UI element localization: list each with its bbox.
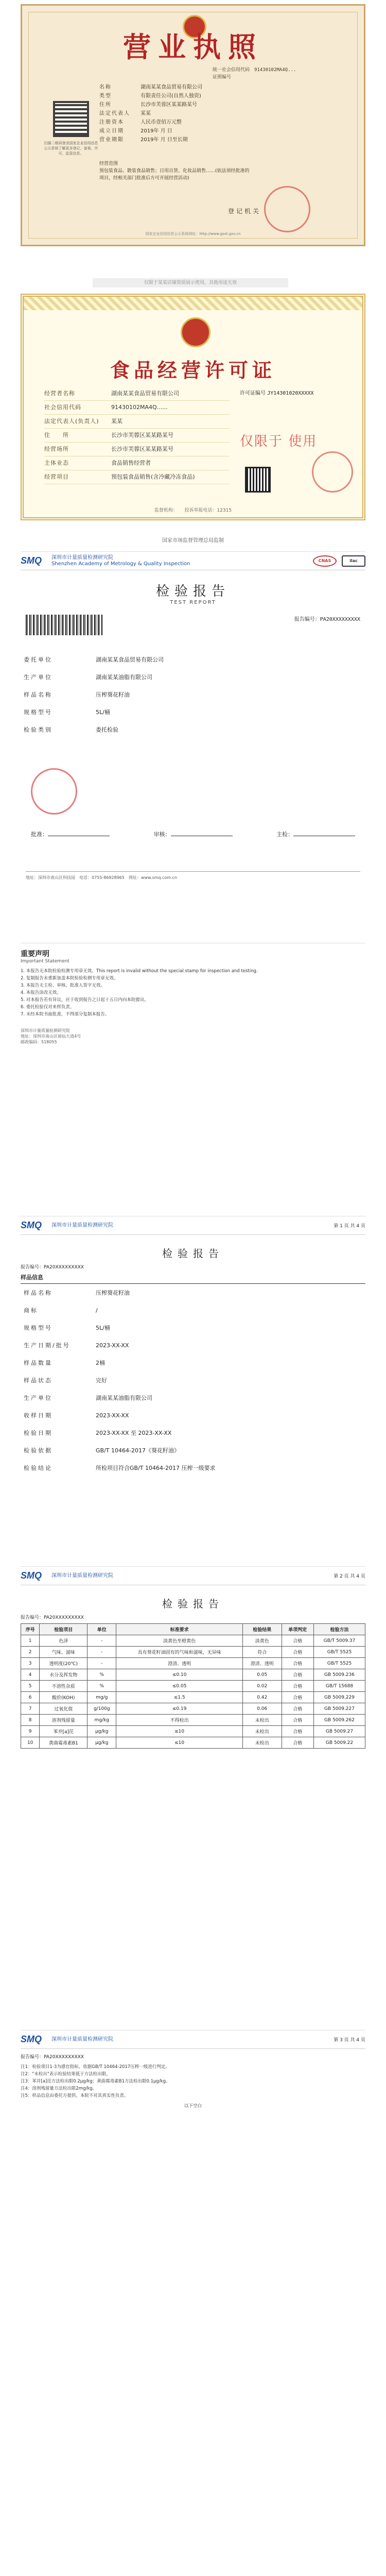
row-value: 预包装食品销售(含冷藏冷冻食品) bbox=[111, 473, 195, 480]
table-cell: GB 5009.262 bbox=[314, 1715, 365, 1726]
business-license bbox=[21, 4, 365, 246]
page-title: 检验报告 bbox=[162, 1599, 224, 1610]
sign-review bbox=[154, 830, 233, 838]
results-table bbox=[21, 1623, 365, 1749]
column-header: 检验方法 bbox=[314, 1624, 365, 1635]
org-en: Shenzhen Academy of Metrology & Quality Inspection bbox=[51, 561, 190, 567]
page-number: 第 1 页 共 4 页 bbox=[334, 1224, 365, 1229]
table-cell: 2 bbox=[21, 1647, 40, 1658]
info-row bbox=[21, 686, 365, 703]
sign-label: 审核： bbox=[153, 831, 171, 838]
org-cn: 深圳市计量质量检测研究院 bbox=[51, 554, 113, 561]
info-row bbox=[21, 1284, 365, 1301]
row-key: 规格型号 bbox=[24, 1325, 52, 1331]
column-header: 检验项目 bbox=[40, 1624, 87, 1635]
table-cell: 4 bbox=[21, 1669, 40, 1681]
report-notes bbox=[21, 2064, 365, 2109]
row-value: GB/T 10464-2017《葵花籽油》 bbox=[96, 1447, 180, 1454]
table-cell: 0.05 bbox=[242, 1669, 282, 1681]
license-row bbox=[99, 135, 341, 144]
column-header: 标准要求 bbox=[116, 1624, 243, 1635]
report-no-label: 报告编号： bbox=[294, 617, 320, 622]
row-key: 社会信用代码 bbox=[44, 404, 81, 411]
table-cell: GB/T 15688 bbox=[314, 1681, 365, 1692]
smq-header bbox=[21, 2030, 365, 2049]
permit-title: 食品经营许可证 bbox=[110, 359, 276, 382]
permit-row bbox=[44, 387, 230, 401]
info-row bbox=[21, 1459, 365, 1477]
table-cell: 不溶性杂质 bbox=[40, 1681, 87, 1692]
row-value: 5L/桶 bbox=[96, 1325, 110, 1331]
table-cell: % bbox=[87, 1669, 116, 1681]
permit-stripe bbox=[24, 297, 362, 310]
row-key: 主体业态 bbox=[44, 460, 69, 466]
table-cell: 合格 bbox=[282, 1692, 314, 1703]
row-value: 压榨葵花籽油 bbox=[96, 1290, 130, 1296]
table-cell: 苯并[a]芘 bbox=[40, 1726, 87, 1737]
permit-rows bbox=[44, 387, 230, 484]
table-cell: 黄曲霉毒素B1 bbox=[40, 1737, 87, 1749]
table-cell: μg/kg bbox=[87, 1737, 116, 1749]
table-cell: 合格 bbox=[282, 1681, 314, 1692]
table-cell: GB/T 5525 bbox=[314, 1658, 365, 1669]
table-cell: GB 5009.27 bbox=[314, 1726, 365, 1737]
row-value: 2023-XX-XX bbox=[96, 1342, 129, 1349]
table-cell: 澄清、透明 bbox=[242, 1658, 282, 1669]
row-value: 食品销售经营者 bbox=[111, 460, 151, 466]
address-label: 深圳市计量质量检测研究院 bbox=[21, 1028, 70, 1033]
license-footer: 国家企业信用信息公示系统网址：http://www.gsxt.gov.cn bbox=[145, 232, 241, 236]
official-seal-icon bbox=[264, 186, 310, 232]
qr-code-icon bbox=[245, 467, 271, 493]
table-cell: 8 bbox=[21, 1715, 40, 1726]
table-cell: 溶剂残留量 bbox=[40, 1715, 87, 1726]
table-cell: 具有葵花籽油固有的气味和滋味，无异味 bbox=[116, 1647, 243, 1658]
row-value: 压榨葵花籽油 bbox=[96, 691, 130, 698]
table-cell: 淡黄色 bbox=[242, 1635, 282, 1647]
row-key: 检验类别 bbox=[24, 726, 52, 733]
statement-item: 1. 本报告无本院检验检测专用章无效。This report is invalid without the special stamp for inspection and testing. bbox=[21, 969, 258, 974]
table-cell: 合格 bbox=[282, 1635, 314, 1647]
table-cell: 合格 bbox=[282, 1669, 314, 1681]
permit-stamp-text: 仅限于 使用 bbox=[240, 434, 318, 449]
table-row bbox=[21, 1726, 365, 1737]
sign-approve bbox=[31, 830, 110, 838]
national-emblem-icon bbox=[181, 317, 210, 347]
permit-footer: 监督机构： 投诉举报电话：12315 bbox=[154, 508, 232, 513]
row-key: 法定代表人(负责人) bbox=[44, 418, 99, 425]
table-cell: 合格 bbox=[282, 1658, 314, 1669]
table-cell: ≤0.05 bbox=[116, 1681, 243, 1692]
table-cell: ≤10 bbox=[116, 1737, 243, 1749]
column-header: 序号 bbox=[21, 1624, 40, 1635]
row-key: 样品名称 bbox=[24, 691, 52, 698]
note-item: 注3：苯并[a]芘方法检出限0.2μg/kg；黄曲霉毒素B1方法检出限0.1μg/kg。 bbox=[21, 2079, 170, 2084]
contact: 地址：深圳市南山区科技园 电话：0755-86928965 网址：www.smq.com.cn bbox=[26, 875, 178, 880]
row-key: 成立日期 bbox=[99, 128, 124, 134]
row-value: 有限责任公司(自然人独资) bbox=[141, 93, 201, 99]
table-cell: 透明度(20℃) bbox=[40, 1658, 87, 1669]
statement-item: 5. 对本报告若有异议，应于收到报告之日起十五日内向本院提出。 bbox=[21, 997, 149, 1003]
table-row bbox=[21, 1635, 365, 1647]
row-value: 长沙市芙蓉区某某路某号 bbox=[141, 102, 197, 108]
statement-title: 重要声明 bbox=[21, 950, 49, 958]
license-rows bbox=[99, 83, 341, 144]
table-cell: 合格 bbox=[282, 1726, 314, 1737]
row-key: 经营项目 bbox=[44, 473, 69, 480]
info-row bbox=[21, 1371, 365, 1389]
row-value: 完好 bbox=[96, 1377, 107, 1384]
row-value: 某某 bbox=[141, 111, 151, 116]
row-key: 名称 bbox=[99, 84, 112, 90]
row-key: 法定代表人 bbox=[99, 111, 130, 116]
report-number: 报告编号：PA20XXXXXXXXX bbox=[21, 1265, 84, 1270]
table-cell: 酸价(KOH) bbox=[40, 1692, 87, 1703]
row-key: 生产单位 bbox=[24, 674, 52, 681]
license-row bbox=[99, 83, 341, 92]
table-cell: ≤1.5 bbox=[116, 1692, 243, 1703]
sign-main bbox=[276, 830, 355, 838]
statement-item: 7. 未经本院书面批准，不得部分复制本报告。 bbox=[21, 1012, 110, 1017]
info-row bbox=[21, 1301, 365, 1319]
page-title: 检验报告 bbox=[162, 1248, 224, 1260]
report-number: 报告编号：PA20XXXXXXXXX bbox=[21, 2055, 84, 2060]
info-row bbox=[21, 1336, 365, 1354]
statement-items bbox=[21, 968, 365, 1018]
row-value: 2023-XX-XX bbox=[96, 1412, 129, 1419]
sign-label: 批准： bbox=[31, 831, 48, 838]
sign-label: 主检： bbox=[276, 831, 293, 838]
license-row bbox=[99, 118, 341, 127]
table-cell: % bbox=[87, 1681, 116, 1692]
row-value: 2桶 bbox=[96, 1360, 105, 1366]
info-row bbox=[21, 1424, 365, 1442]
table-cell: 澄清、透明 bbox=[116, 1658, 243, 1669]
table-cell: μg/kg bbox=[87, 1726, 116, 1737]
row-key: 注册资本 bbox=[99, 120, 124, 125]
row-key: 样品名称 bbox=[24, 1290, 52, 1296]
table-cell: 淡黄色至橙黄色 bbox=[116, 1635, 243, 1647]
statement-page bbox=[21, 943, 365, 1190]
section-title: 样品信息 bbox=[21, 1273, 365, 1284]
table-cell: 合格 bbox=[282, 1647, 314, 1658]
row-key: 样品状态 bbox=[24, 1377, 52, 1384]
table-cell: 1 bbox=[21, 1635, 40, 1647]
column-header: 单位 bbox=[87, 1624, 116, 1635]
row-value: 2019年 月 日 bbox=[141, 128, 172, 134]
report-page-2 bbox=[21, 1566, 365, 1927]
scope-text: 预包装食品、散装食品销售；日用百货、化妆品销售……(依法须经批准的项目，经相关部门批准后方可开展经营活动) bbox=[99, 168, 250, 181]
table-cell: 10 bbox=[21, 1737, 40, 1749]
credit-code: 91430102MA4Q... bbox=[254, 67, 296, 73]
row-key: 检验依据 bbox=[24, 1447, 52, 1454]
table-cell: 未检出 bbox=[242, 1737, 282, 1749]
info-row bbox=[21, 1354, 365, 1371]
report-number: 报告编号：PA20XXXXXXXXX bbox=[21, 1615, 84, 1620]
statement-item: 2. 复制报告未重新加盖本院检验检测专用章无效。 bbox=[21, 976, 118, 981]
table-cell: 5 bbox=[21, 1681, 40, 1692]
license-row bbox=[99, 127, 341, 135]
qr-note: 扫描二维码登录国家企业信用信息公示系统了解更多登记、备案、许可、监管信息。 bbox=[44, 141, 98, 156]
row-value: 委托检验 bbox=[96, 726, 118, 733]
table-row bbox=[21, 1692, 365, 1703]
row-key: 营业期限 bbox=[99, 137, 124, 143]
table-cell: - bbox=[87, 1635, 116, 1647]
row-key: 住所 bbox=[99, 102, 112, 108]
row-key: 生产单位 bbox=[24, 1395, 52, 1401]
row-key: 检验日期 bbox=[24, 1430, 52, 1436]
ilac-badge-icon: ilac bbox=[342, 555, 365, 567]
report-no-row bbox=[26, 615, 360, 635]
table-cell: 水分及挥发物 bbox=[40, 1669, 87, 1681]
registration-authority: 登记机关 bbox=[228, 208, 261, 215]
table-cell: 不得检出 bbox=[116, 1715, 243, 1726]
row-value: 2023-XX-XX 至 2023-XX-XX bbox=[96, 1430, 172, 1436]
smq-header bbox=[21, 552, 365, 570]
postcode: 邮政编码：518055 bbox=[21, 1040, 57, 1044]
row-value: 湖南某某油脂有限公司 bbox=[96, 674, 152, 681]
table-row bbox=[21, 1669, 365, 1681]
inspection-seal-icon bbox=[31, 768, 77, 815]
smq-org-name bbox=[51, 555, 190, 567]
table-cell: GB 5009.236 bbox=[314, 1669, 365, 1681]
row-value: 2019年 月 日至长期 bbox=[141, 137, 188, 143]
smq-header bbox=[21, 1216, 365, 1235]
permit-row bbox=[44, 401, 230, 415]
report-cover bbox=[21, 551, 365, 922]
note-item: 注5：样品信息由委托方提供，本院不对其真实性负责。 bbox=[21, 2093, 129, 2098]
cover-footer bbox=[26, 871, 360, 880]
statement-address bbox=[21, 1028, 365, 1045]
table-cell: 0.42 bbox=[242, 1692, 282, 1703]
license-row bbox=[99, 92, 341, 100]
permit-row bbox=[44, 456, 230, 470]
row-value: / bbox=[96, 1307, 98, 1314]
statement-item: 6. 委托检验仅对来样负责。 bbox=[21, 1005, 75, 1010]
table-cell: g/100g bbox=[87, 1703, 116, 1715]
row-key: 规格型号 bbox=[24, 709, 52, 716]
info-row bbox=[21, 651, 365, 668]
accreditation-badges bbox=[313, 555, 365, 567]
table-row bbox=[21, 1658, 365, 1669]
note-item: 注1：检验项目1-3为感官指标，依据GB/T 10464-2017压榨一级进行判定。 bbox=[21, 2064, 170, 2070]
info-row bbox=[21, 1442, 365, 1459]
page-number: 第 3 页 共 4 页 bbox=[334, 2038, 365, 2043]
row-key: 住 所 bbox=[44, 432, 69, 438]
info-row bbox=[21, 668, 365, 686]
table-cell: 符合 bbox=[242, 1647, 282, 1658]
report-no bbox=[294, 615, 360, 635]
table-cell: 0.06 bbox=[242, 1703, 282, 1715]
table-cell: mg/g bbox=[87, 1692, 116, 1703]
page-number: 第 2 页 共 4 页 bbox=[334, 1574, 365, 1579]
permit-row bbox=[44, 470, 230, 484]
table-cell: - bbox=[87, 1647, 116, 1658]
report-page-3 bbox=[21, 2030, 365, 2287]
license-no-label: 许可证编号 bbox=[240, 391, 266, 396]
cnas-badge-icon: CNAS bbox=[313, 555, 337, 567]
license-title: 营业执照 bbox=[123, 30, 263, 63]
statement-item: 4. 本报告涂改无效。 bbox=[21, 990, 61, 995]
address: 地址：深圳市南山区留仙大道4号 bbox=[21, 1034, 81, 1039]
table-cell: GB 5009.22 bbox=[314, 1737, 365, 1749]
table-cell: GB/T 5525 bbox=[314, 1647, 365, 1658]
note-item: 注4：溶剂残留量方法检出限2mg/kg。 bbox=[21, 2086, 97, 2091]
table-cell: 0.02 bbox=[242, 1681, 282, 1692]
table-cell: 未检出 bbox=[242, 1715, 282, 1726]
row-key: 经营者名称 bbox=[44, 390, 75, 397]
row-value: 5L/桶 bbox=[96, 709, 110, 716]
report-no-value: PA20XXXXXXXXX bbox=[320, 617, 360, 622]
column-header: 单项判定 bbox=[282, 1624, 314, 1635]
org-cn: 深圳市计量质量检测研究院 bbox=[51, 2036, 113, 2042]
row-value: 湖南某某油脂有限公司 bbox=[96, 1395, 152, 1401]
table-header-row bbox=[21, 1624, 365, 1635]
row-value: 某某 bbox=[111, 418, 122, 425]
row-key: 样品数量 bbox=[24, 1360, 52, 1366]
table-cell: 色泽 bbox=[40, 1635, 87, 1647]
scope-label: 经营范围 bbox=[99, 161, 118, 166]
smq-header bbox=[21, 1567, 365, 1585]
table-cell: 合格 bbox=[282, 1703, 314, 1715]
license-no: JY14301020XXXXX bbox=[267, 391, 314, 396]
qr-code-icon bbox=[53, 101, 89, 137]
report-title: 检验报告 bbox=[155, 584, 230, 599]
table-cell: 合格 bbox=[282, 1737, 314, 1749]
license-scope bbox=[99, 160, 254, 182]
row-key: 类型 bbox=[99, 93, 112, 99]
info-row bbox=[21, 1389, 365, 1406]
table-cell: ≤0.19 bbox=[116, 1703, 243, 1715]
table-cell: mg/kg bbox=[87, 1715, 116, 1726]
credit-code-label: 统一社会信用代码 bbox=[213, 67, 250, 73]
org-cn: 深圳市计量质量检测研究院 bbox=[51, 1222, 113, 1228]
note-item: 注2："未检出"表示检验结果低于方法检出限。 bbox=[21, 2072, 111, 2077]
table-cell: 3 bbox=[21, 1658, 40, 1669]
report-page-1 bbox=[21, 1216, 365, 1535]
table-cell: 合格 bbox=[282, 1715, 314, 1726]
license-header-lines bbox=[213, 66, 296, 81]
table-cell: ≤0.10 bbox=[116, 1669, 243, 1681]
row-key: 收样日期 bbox=[24, 1412, 52, 1419]
table-cell: GB 5009.227 bbox=[314, 1703, 365, 1715]
license-row bbox=[99, 100, 341, 109]
info-row bbox=[21, 721, 365, 738]
watermark-strip: 仅限于某某店铺资质展示使用，其他用途无效 bbox=[93, 278, 288, 287]
table-cell: 7 bbox=[21, 1703, 40, 1715]
report-subtitle: TEST REPORT bbox=[170, 600, 216, 605]
official-seal-icon bbox=[312, 451, 353, 493]
signature-row bbox=[21, 830, 365, 838]
org-cn: 深圳市计量质量检测研究院 bbox=[51, 1572, 113, 1579]
table-cell: GB 5009.229 bbox=[314, 1692, 365, 1703]
row-value: 湖南某某食品贸易有限公司 bbox=[141, 84, 202, 90]
table-cell: 未检出 bbox=[242, 1726, 282, 1737]
table-cell: 6 bbox=[21, 1692, 40, 1703]
copy-no-label: 证照编号 bbox=[213, 75, 232, 80]
sample-info-table bbox=[21, 1284, 365, 1477]
table-row bbox=[21, 1703, 365, 1715]
row-key: 经营场所 bbox=[44, 446, 69, 452]
permit-row bbox=[44, 429, 230, 443]
row-value: 所检项目符合GB/T 10464-2017 压榨一级要求 bbox=[96, 1465, 216, 1471]
smq-logo-icon: SMQ bbox=[21, 555, 42, 566]
barcode-icon bbox=[26, 615, 103, 635]
row-value: 人民币壹佰万元整 bbox=[141, 120, 182, 125]
row-key: 生产日期/批号 bbox=[24, 1342, 71, 1349]
table-cell: - bbox=[87, 1658, 116, 1669]
table-row bbox=[21, 1715, 365, 1726]
smq-logo-icon: SMQ bbox=[21, 1570, 42, 1581]
permit-row bbox=[44, 415, 230, 429]
row-key: 商标 bbox=[24, 1307, 38, 1314]
table-cell: 9 bbox=[21, 1726, 40, 1737]
table-cell: 过氧化值 bbox=[40, 1703, 87, 1715]
table-row bbox=[21, 1647, 365, 1658]
cover-info-table bbox=[21, 651, 365, 738]
food-permit bbox=[21, 294, 365, 520]
row-value: 湖南某某食品贸易有限公司 bbox=[111, 390, 179, 397]
table-cell: 气味、滋味 bbox=[40, 1647, 87, 1658]
row-value: 长沙市芙蓉区某某路某号 bbox=[111, 446, 173, 452]
license-row bbox=[99, 109, 341, 118]
row-key: 委托单位 bbox=[24, 656, 52, 663]
row-value: 长沙市芙蓉区某某路某号 bbox=[111, 432, 173, 438]
statement-subtitle: Important Statement bbox=[21, 959, 69, 964]
table-row bbox=[21, 1737, 365, 1749]
info-row bbox=[21, 703, 365, 721]
column-header: 检验结果 bbox=[242, 1624, 282, 1635]
row-value: 91430102MA4Q...... bbox=[111, 404, 168, 411]
info-row bbox=[21, 1319, 365, 1336]
smq-logo-icon: SMQ bbox=[21, 2034, 42, 2044]
table-row bbox=[21, 1681, 365, 1692]
permit-license-no bbox=[240, 387, 353, 400]
table-cell: GB/T 5009.37 bbox=[314, 1635, 365, 1647]
statement-item: 3. 本报告无主检、审核、批准人签字无效。 bbox=[21, 983, 105, 988]
note-item: 以下空白 bbox=[184, 2104, 202, 2109]
row-key: 检验结论 bbox=[24, 1465, 52, 1471]
permit-caption: 国家市场监督管理总局监制 bbox=[162, 538, 224, 544]
info-row bbox=[21, 1406, 365, 1424]
row-value: 湖南某某食品贸易有限公司 bbox=[96, 656, 164, 663]
table-cell: ≤10 bbox=[116, 1726, 243, 1737]
permit-row bbox=[44, 443, 230, 456]
smq-logo-icon: SMQ bbox=[21, 1220, 42, 1230]
